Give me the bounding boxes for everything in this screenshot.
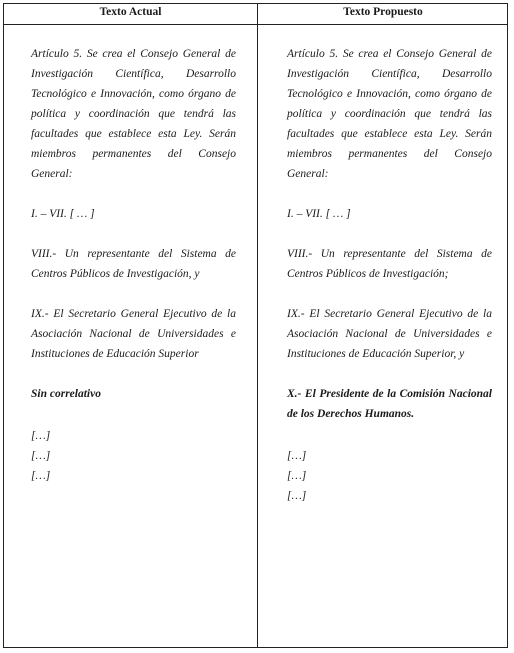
- current-fractions-i-vii: I. – VII. [ … ]: [31, 208, 95, 220]
- current-ellipsis-1: […]: [31, 430, 51, 442]
- current-text-column: [31, 44, 236, 486]
- current-ellipsis-3: […]: [31, 470, 51, 482]
- current-no-correlative: Sin correlativo: [31, 388, 101, 400]
- table-header-row: [4, 4, 507, 25]
- proposed-fraction-ix: IX.- El Secretario General Ejecutivo de la Asociación Nacional de Universidades e Instituciones de Educación Superior, y: [287, 308, 492, 360]
- current-ellipsis-2: […]: [31, 450, 51, 462]
- header-current-text: Texto Actual: [99, 6, 162, 18]
- current-article-5: Artículo 5. Se crea el Consejo General de Investigación Científica, Desarrollo Tecnológico e Innovación, como órgano de política y coordinación que tendrá las facultades que establece esta Ley. Serán miembros permanentes del Consejo General:: [31, 48, 236, 180]
- proposed-ellipsis-1: […]: [287, 450, 307, 462]
- current-fraction-ix: IX.- El Secretario General Ejecutivo de la Asociación Nacional de Universidades e Instituciones de Educación Superior: [31, 308, 236, 360]
- proposed-fraction-viii: VIII.- Un representante del Sistema de Centros Públicos de Investigación;: [287, 248, 492, 280]
- proposed-fractions-i-vii: I. – VII. [ … ]: [287, 208, 351, 220]
- header-proposed-text: Texto Propuesto: [343, 6, 423, 18]
- comparison-table: [3, 3, 508, 648]
- proposed-text-column: [287, 44, 492, 506]
- proposed-ellipsis-3: […]: [287, 490, 307, 502]
- proposed-fraction-x: X.- El Presidente de la Comisión Nacional de los Derechos Humanos.: [287, 388, 492, 420]
- proposed-article-5: Artículo 5. Se crea el Consejo General de Investigación Científica, Desarrollo Tecnológico e Innovación, como órgano de política y coordinación que tendrá las facultades que establece esta Ley. Serán miembros permanentes del Consejo General:: [287, 48, 492, 180]
- current-fraction-viii: VIII.- Un representante del Sistema de Centros Públicos de Investigación, y: [31, 248, 236, 280]
- column-divider: [257, 4, 258, 647]
- proposed-ellipsis-2: […]: [287, 470, 307, 482]
